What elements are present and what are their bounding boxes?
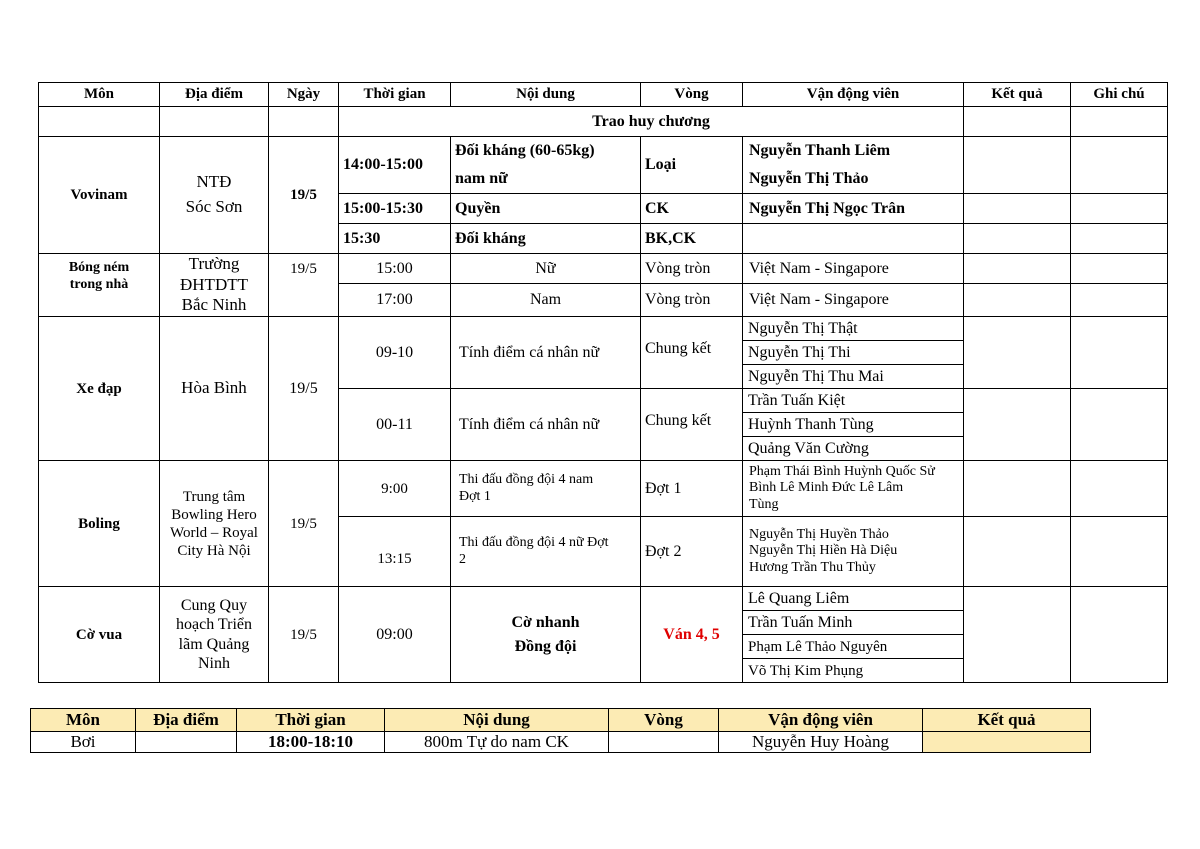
col-header-result: Kết quả xyxy=(964,83,1071,107)
notes-cell xyxy=(1071,194,1168,224)
swim-col-event: Nội dung xyxy=(385,709,609,732)
swim-venue xyxy=(136,732,237,753)
swim-time: 18:00-18:10 xyxy=(237,732,385,753)
athlete-cell xyxy=(743,224,964,254)
event-cell: Thi đấu đồng đội 4 nam Đợt 1 xyxy=(451,461,641,517)
swim-table xyxy=(30,708,1091,753)
swim-header-row xyxy=(31,709,1091,732)
event-cell: Thi đấu đồng đội 4 nữ Đợt 2 xyxy=(451,517,641,587)
notes-cell xyxy=(1071,461,1168,517)
time-cell: 9:00 xyxy=(339,461,451,517)
athlete-cell: Nguyễn Thị Ngọc Trân xyxy=(743,194,964,224)
notes-cell xyxy=(1071,254,1168,284)
time-cell: 15:00 xyxy=(339,254,451,284)
sport-cycling: Xe đạp xyxy=(39,317,160,461)
col-header-date: Ngày xyxy=(269,83,339,107)
round-cell: Đợt 2 xyxy=(641,517,743,587)
venue-bowling: Trung tâm Bowling Hero World – Royal City Hà Nội xyxy=(160,461,269,587)
athlete-cell: Nguyễn Thị Thu Mai xyxy=(743,365,964,389)
swim-col-venue: Địa điểm xyxy=(136,709,237,732)
result-cell xyxy=(964,587,1071,683)
athlete-cell: Việt Nam - Singapore xyxy=(743,284,964,317)
event-cell: Nam xyxy=(451,284,641,317)
event-cell: Tính điểm cá nhân nữ xyxy=(451,317,641,389)
event-cell: Đối kháng xyxy=(451,224,641,254)
notes-cell xyxy=(1071,224,1168,254)
result-cell xyxy=(964,317,1071,389)
col-header-sport: Môn xyxy=(39,83,160,107)
table-row xyxy=(39,137,1168,194)
swim-result xyxy=(923,732,1091,753)
round-cell: CK xyxy=(641,194,743,224)
round-cell: Chung kết xyxy=(641,317,743,389)
round-cell: Chung kết xyxy=(641,389,743,461)
col-header-time: Thời gian xyxy=(339,83,451,107)
header-row xyxy=(39,83,1168,107)
swim-athlete: Nguyễn Huy Hoàng xyxy=(719,732,923,753)
event-cell: Đối kháng (60-65kg) nam nữ xyxy=(451,137,641,194)
athlete-cell: Nguyễn Thị Thi xyxy=(743,341,964,365)
swim-col-athlete: Vận động viên xyxy=(719,709,923,732)
athlete-cell: Quảng Văn Cường xyxy=(743,437,964,461)
medal-row xyxy=(39,107,1168,137)
notes-cell xyxy=(1071,587,1168,683)
table-row xyxy=(39,461,1168,517)
swim-col-time: Thời gian xyxy=(237,709,385,732)
result-cell xyxy=(964,224,1071,254)
date-vovinam: 19/5 xyxy=(269,137,339,254)
result-cell xyxy=(964,254,1071,284)
venue-chess: Cung Quy hoạch Triển lãm Quảng Ninh xyxy=(160,587,269,683)
result-cell xyxy=(964,389,1071,461)
venue-cycling: Hòa Bình xyxy=(160,317,269,461)
round-cell: Vòng tròn xyxy=(641,284,743,317)
time-cell: 15:00-15:30 xyxy=(339,194,451,224)
round-cell: BK,CK xyxy=(641,224,743,254)
time-cell: 15:30 xyxy=(339,224,451,254)
time-cell: 17:00 xyxy=(339,284,451,317)
swim-sport: Bơi xyxy=(31,732,136,753)
col-header-notes: Ghi chú xyxy=(1071,83,1168,107)
athlete-cell: Trần Tuấn Kiệt xyxy=(743,389,964,413)
notes-cell xyxy=(1071,284,1168,317)
event-cell: Nữ xyxy=(451,254,641,284)
athlete-cell: Việt Nam - Singapore xyxy=(743,254,964,284)
time-cell: 14:00-15:00 xyxy=(339,137,451,194)
result-cell xyxy=(964,137,1071,194)
notes-cell xyxy=(1071,389,1168,461)
athlete-cell: Phạm Thái Bình Huỳnh Quốc Sử Bình Lê Minh Đức Lê Lâm Tùng xyxy=(743,461,964,517)
notes-cell xyxy=(1071,137,1168,194)
result-cell xyxy=(964,517,1071,587)
time-cell: 13:15 xyxy=(339,517,451,587)
swim-round xyxy=(609,732,719,753)
table-row xyxy=(39,587,1168,611)
notes-cell xyxy=(1071,317,1168,389)
table-row xyxy=(39,254,1168,284)
round-cell: Ván 4, 5 xyxy=(641,587,743,683)
schedule-table xyxy=(38,82,1168,683)
venue-handball: Trường ĐHTDTT Bắc Ninh xyxy=(160,254,269,317)
medal-label: Trao huy chương xyxy=(339,107,964,137)
time-cell: 09-10 xyxy=(339,317,451,389)
date-bowling: 19/5 xyxy=(269,461,339,587)
sport-bowling: Boling xyxy=(39,461,160,587)
swim-col-sport: Môn xyxy=(31,709,136,732)
athlete-cell: Nguyễn Thanh Liêm Nguyễn Thị Thảo xyxy=(743,137,964,194)
date-handball: 19/5 xyxy=(269,254,339,317)
time-cell: 09:00 xyxy=(339,587,451,683)
col-header-venue: Địa điểm xyxy=(160,83,269,107)
athlete-cell: Trần Tuấn Minh xyxy=(743,611,964,635)
round-cell: Vòng tròn xyxy=(641,254,743,284)
result-cell xyxy=(964,284,1071,317)
swim-col-round: Vòng xyxy=(609,709,719,732)
time-cell: 00-11 xyxy=(339,389,451,461)
athlete-cell: Huỳnh Thanh Tùng xyxy=(743,413,964,437)
notes-cell xyxy=(1071,517,1168,587)
swim-event: 800m Tự do nam CK xyxy=(385,732,609,753)
sport-handball: Bóng ném trong nhà xyxy=(39,254,160,317)
event-cell: Tính điểm cá nhân nữ xyxy=(451,389,641,461)
athlete-cell: Võ Thị Kim Phụng xyxy=(743,659,964,683)
venue-vovinam: NTĐ Sóc Sơn xyxy=(160,137,269,254)
swim-col-result: Kết quả xyxy=(923,709,1091,732)
date-cycling: 19/5 xyxy=(269,317,339,461)
result-cell xyxy=(964,194,1071,224)
athlete-cell: Nguyễn Thị Huyền Thảo Nguyễn Thị Hiền Hà Diệu Hương Trần Thu Thủy xyxy=(743,517,964,587)
result-cell xyxy=(964,461,1071,517)
col-header-athletes: Vận động viên xyxy=(743,83,964,107)
sport-vovinam: Vovinam xyxy=(39,137,160,254)
event-cell: Cờ nhanh Đồng đội xyxy=(451,587,641,683)
round-cell: Đợt 1 xyxy=(641,461,743,517)
swim-row xyxy=(31,732,1091,753)
athlete-cell: Nguyễn Thị Thật xyxy=(743,317,964,341)
table-row xyxy=(39,317,1168,341)
date-chess: 19/5 xyxy=(269,587,339,683)
round-cell: Loại xyxy=(641,137,743,194)
athlete-cell: Phạm Lê Thảo Nguyên xyxy=(743,635,964,659)
col-header-event: Nội dung xyxy=(451,83,641,107)
athlete-cell: Lê Quang Liêm xyxy=(743,587,964,611)
event-cell: Quyền xyxy=(451,194,641,224)
sport-chess: Cờ vua xyxy=(39,587,160,683)
col-header-round: Vòng xyxy=(641,83,743,107)
